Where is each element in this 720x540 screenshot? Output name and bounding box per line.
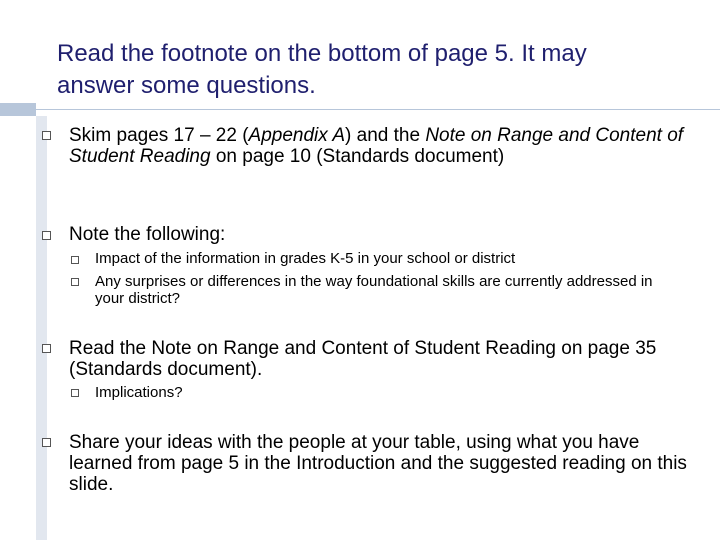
side-accent-bar <box>36 116 47 540</box>
bullet-skim-pages <box>69 125 689 167</box>
subbullet-impact: Impact of the information in grades K-5 in your school or district <box>95 250 516 267</box>
title-divider-line <box>36 109 720 110</box>
note-reference: Note on Range and Content of Student Reading <box>69 125 684 167</box>
subbullet-surprises: Any surprises or differences in the way foundational skills are currently addressed in your district? <box>95 273 653 307</box>
bullet-text: Skim pages 17 – 22 ( <box>69 125 249 146</box>
bullet-note-following: Note the following: <box>69 224 226 245</box>
title-divider-block <box>0 103 36 116</box>
subbullet-implications: Implications? <box>95 384 183 401</box>
square-bullet-icon <box>42 131 51 140</box>
square-subbullet-icon <box>71 278 79 286</box>
slide-title: Read the footnote on the bottom of page 5. It may answer some questions. <box>57 40 587 99</box>
square-bullet-icon <box>42 231 51 240</box>
square-bullet-icon <box>42 438 51 447</box>
bullet-read-note: Read the Note on Range and Content of Student Reading on page 35 (Standards document). <box>69 338 657 380</box>
square-bullet-icon <box>42 344 51 353</box>
appendix-reference: Appendix A <box>248 125 346 146</box>
square-subbullet-icon <box>71 389 79 397</box>
bullet-share-ideas: Share your ideas with the people at your table, using what you have learned from page 5 in the Introduction and the suggested reading on this slide. <box>69 432 687 495</box>
bullet-text: on page 10 (Standards document) <box>210 146 505 167</box>
square-subbullet-icon <box>71 256 79 264</box>
bullet-text: ) and the <box>345 125 426 146</box>
